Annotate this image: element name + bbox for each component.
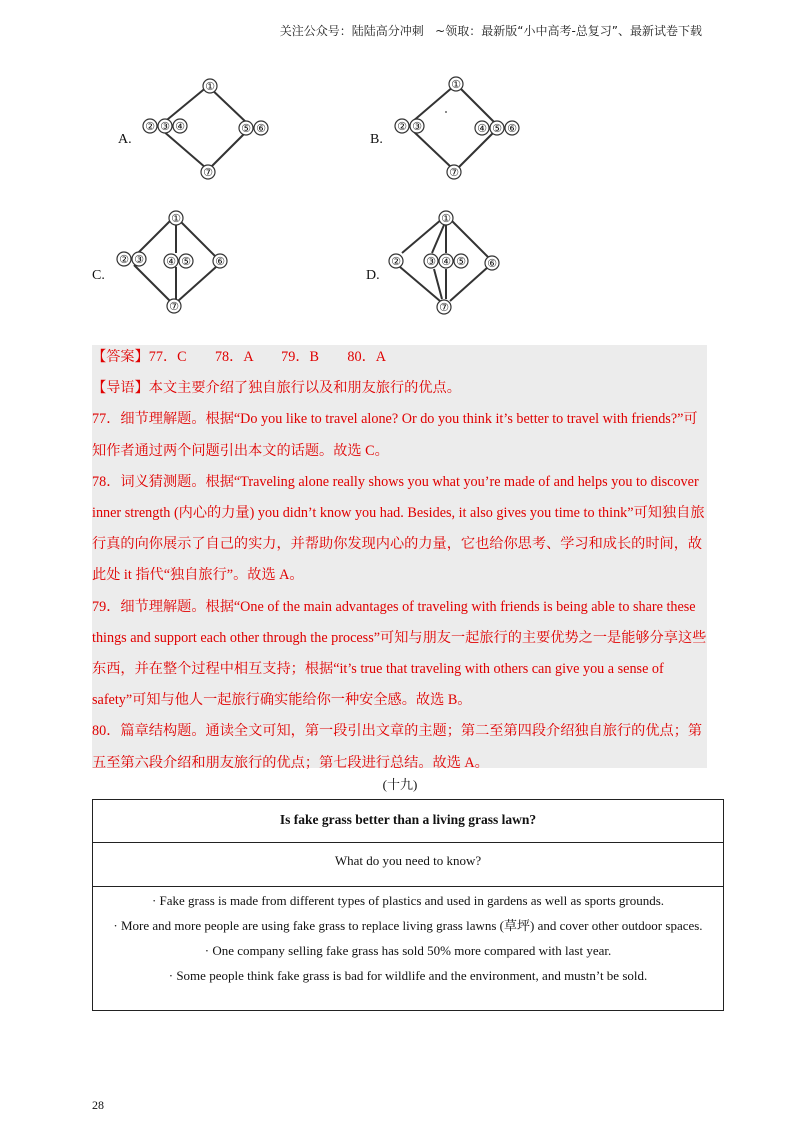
bullet-item: · One company selling fake grass has sold 50% more compared with last year.	[204, 943, 612, 958]
svg-text:⑤: ⑤	[241, 122, 251, 135]
node-7	[437, 300, 451, 314]
svg-text:⑥: ⑥	[487, 257, 497, 270]
answer-line: 五至第六段介绍和朋友旅行的优点；第七段进行总结。故选 A。	[92, 754, 489, 771]
answer-line: safety”可知与他人一起旅行确实能给你一种安全感。故选 B。	[92, 692, 472, 709]
node-4	[164, 254, 178, 268]
node-2	[143, 119, 157, 133]
node-6	[213, 254, 227, 268]
diagram-a	[138, 72, 278, 184]
node-7	[167, 299, 181, 313]
svg-text:⑤: ⑤	[456, 255, 466, 268]
svg-text:③: ③	[134, 253, 144, 266]
answer-line: things and support each other through the process”可知与朋友一起旅行的主要优势之一是能够分享这些	[92, 629, 707, 646]
svg-text:⑥: ⑥	[507, 122, 517, 135]
node-3	[132, 252, 146, 266]
node-3	[410, 119, 424, 133]
option-d-label: D.	[366, 268, 380, 283]
answer-line: 78．词义猜测题。根据“Traveling alone really shows you what you’re made of and helps you to discover	[92, 473, 699, 490]
option-a-label: A.	[118, 132, 132, 147]
bullet-item: · Fake grass is made from different types of plastics and used in gardens as well as sports grounds.	[151, 893, 665, 908]
svg-text:⑦: ⑦	[203, 166, 213, 179]
svg-text:③: ③	[426, 255, 436, 268]
svg-text:②: ②	[391, 255, 401, 268]
svg-text:①: ①	[171, 212, 181, 225]
node-5	[454, 254, 468, 268]
node-7	[201, 165, 215, 179]
section-number: (十九)	[382, 777, 418, 792]
node-7	[447, 165, 461, 179]
node-2	[117, 252, 131, 266]
diagram-c	[112, 207, 242, 319]
answer-line: 79．细节理解题。根据“One of the main advantages of traveling with friends is being able to share these	[92, 598, 696, 615]
svg-text:③: ③	[412, 120, 422, 133]
node-1	[439, 211, 453, 225]
answer-line: 东西，并在整个过程中相互支持；根据“it’s true that traveling with others can give you a sense of	[92, 661, 664, 678]
svg-text:①: ①	[441, 212, 451, 225]
svg-text:②: ②	[397, 120, 407, 133]
svg-text:④: ④	[175, 120, 185, 133]
answer-explanation-box	[92, 345, 707, 771]
svg-text:⑦: ⑦	[449, 166, 459, 179]
node-6	[485, 256, 499, 270]
node-2	[395, 119, 409, 133]
svg-text:⑦: ⑦	[439, 301, 449, 314]
node-3	[158, 119, 172, 133]
svg-text:④: ④	[166, 255, 176, 268]
svg-text:①: ①	[205, 80, 215, 93]
node-6	[505, 121, 519, 135]
node-5	[179, 254, 193, 268]
svg-text:⑤: ⑤	[181, 255, 191, 268]
table-bullets	[93, 887, 723, 984]
svg-text:⑦: ⑦	[169, 300, 179, 313]
node-4	[475, 121, 489, 135]
answer-line: 80．篇章结构题。通读全文可知，第一段引出文章的主题；第二至第四段介绍独自旅行的优点；第	[92, 723, 703, 740]
diagram-b	[390, 72, 530, 184]
info-table	[92, 799, 724, 1011]
node-4	[173, 119, 187, 133]
node-1	[203, 79, 217, 93]
answer-line: 77．细节理解题。根据“Do you like to travel alone? Or do you think it’s better to travel with friends?”可	[92, 411, 698, 428]
answer-line: 行真的向你展示了自己的实力，并帮助你发现内心的力量，它也给你思考、学习和成长的时间，故	[92, 536, 703, 553]
answer-line: 【导语】本文主要介绍了独自旅行以及和朋友旅行的优点。	[92, 380, 461, 397]
table-title: Is fake grass better than a living grass lawn?	[93, 800, 723, 843]
node-4	[439, 254, 453, 268]
bullet-item: · Some people think fake grass is bad for wildlife and the environment, and mustn’t be sold.	[168, 968, 648, 983]
node-1	[449, 77, 463, 91]
svg-text:⑥: ⑥	[215, 255, 225, 268]
page-number: 28	[92, 1098, 104, 1112]
svg-text:⑤: ⑤	[492, 122, 502, 135]
svg-text:②: ②	[145, 120, 155, 133]
node-5	[239, 121, 253, 135]
svg-text:①: ①	[451, 78, 461, 91]
table-subtitle: What do you need to know?	[93, 843, 723, 887]
svg-text:⑥: ⑥	[256, 122, 266, 135]
diagram-d	[384, 207, 514, 319]
node-5	[490, 121, 504, 135]
node-6	[254, 121, 268, 135]
node-1	[169, 211, 183, 225]
option-c-label: C.	[92, 268, 105, 283]
answer-line: 【答案】77．C 78．A 79．B 80．A	[92, 349, 387, 365]
svg-text:④: ④	[441, 255, 451, 268]
bullet-item: · More and more people are using fake grass to replace living grass lawns (草坪) and cover other outdoor spaces.	[113, 918, 703, 933]
answer-line: 此处 it 指代“独自旅行”。故选 A。	[92, 567, 304, 584]
answer-line: inner strength (内心的力量) you didn’t know you had. Besides, it also gives you time to think”可知独自旅	[92, 505, 705, 522]
svg-text:②: ②	[119, 253, 129, 266]
svg-text:④: ④	[477, 122, 487, 135]
node-2	[389, 254, 403, 268]
node-3	[424, 254, 438, 268]
answer-line: 知作者通过两个问题引出本文的话题。故选 C。	[92, 442, 389, 459]
page-header: 关注公众号：陆陆高分冲刺 ~领取：最新版“小中高考-总复习”、最新试卷下载	[279, 24, 702, 38]
svg-text:③: ③	[160, 120, 170, 133]
option-b-label: B.	[370, 132, 383, 147]
